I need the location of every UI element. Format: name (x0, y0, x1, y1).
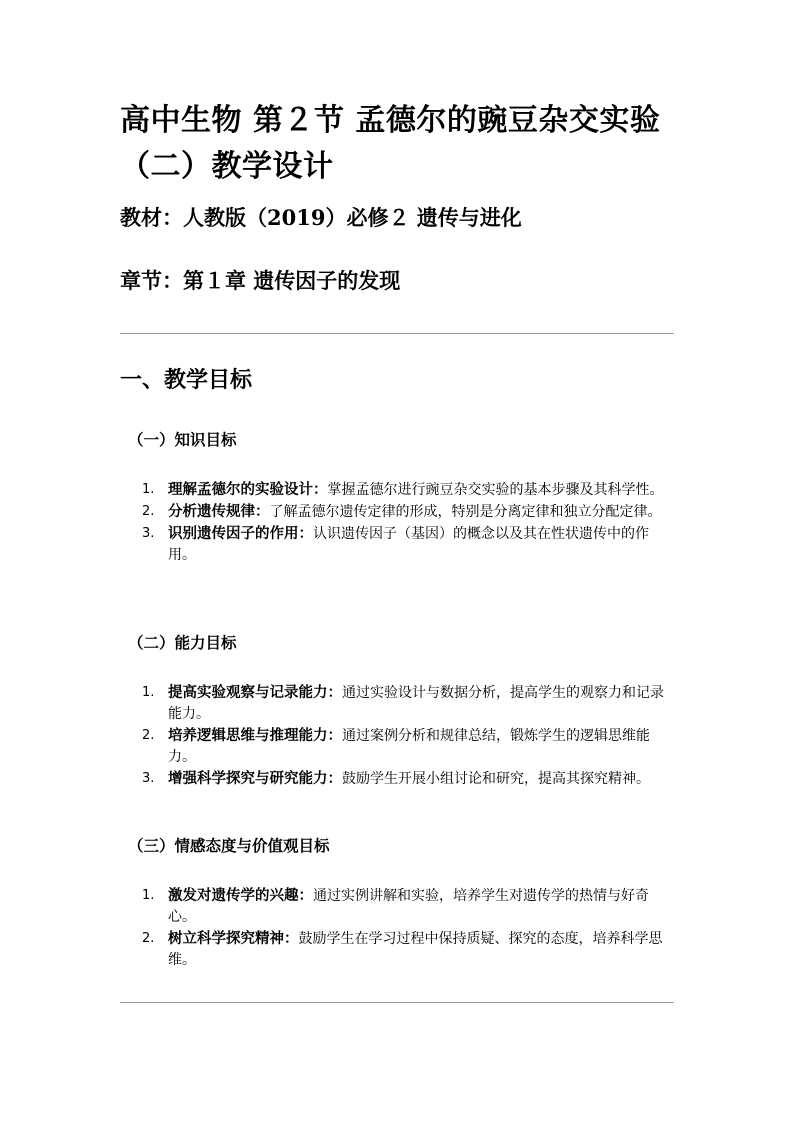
knowledge-goals-list (142, 479, 670, 566)
list-item (142, 479, 670, 501)
list-number: 2. (142, 728, 155, 743)
item-text: 鼓励学生在学习过程中保持质疑、探究的态度，培养科学思维。 (168, 931, 663, 968)
list-item (142, 501, 670, 523)
subheading-knowledge-goals: （一）知识目标 (128, 430, 237, 449)
list-number: 1. (142, 888, 155, 903)
section-heading-teaching-goals: 一、教学目标 (120, 367, 253, 393)
attitude-goals-list (142, 885, 670, 971)
list-number: 2. (142, 931, 155, 946)
textbook-info: 教材：人教版（2019）必修２ 遗传与进化 (120, 205, 522, 230)
item-label: 增强科学探究与研究能力： (168, 770, 342, 787)
list-item (142, 682, 670, 725)
list-number: 2. (142, 504, 155, 519)
item-label: 培养逻辑思维与推理能力： (168, 727, 342, 744)
item-label: 分析遗传规律： (168, 503, 270, 520)
list-number: 3. (142, 771, 155, 786)
item-text: 通过案例分析和规律总结，锻炼学生的逻辑思维能力。 (168, 728, 650, 765)
horizontal-divider (120, 333, 674, 334)
list-number: 1. (142, 685, 155, 700)
list-item (142, 928, 670, 971)
list-number: 3. (142, 526, 155, 541)
subheading-ability-goals: （二）能力目标 (128, 633, 237, 652)
list-item (142, 725, 670, 768)
ability-goals-list (142, 682, 670, 790)
item-text: 通过实例讲解和实验，培养学生对遗传学的热情与好奇心。 (168, 888, 649, 925)
horizontal-divider (120, 1002, 674, 1003)
item-text: 通过实验设计与数据分析，提高学生的观察力和记录能力。 (168, 685, 664, 722)
item-label: 提高实验观察与记录能力： (168, 684, 342, 701)
list-item (142, 885, 670, 928)
document-title: 高中生物 第２节 孟德尔的豌豆杂交实验（二）教学设计 (120, 103, 661, 184)
subheading-attitude-goals: （三）情感态度与价值观目标 (128, 836, 330, 855)
list-item (142, 523, 670, 566)
item-label: 激发对遗传学的兴趣： (168, 887, 313, 904)
list-number: 1. (142, 482, 155, 497)
item-text: 认识遗传因子（基因）的概念以及其在性状遗传中的作用。 (168, 526, 649, 563)
list-item (142, 768, 670, 790)
item-text: 鼓励学生开展小组讨论和研究，提高其探究精神。 (342, 771, 650, 787)
item-label: 识别遗传因子的作用： (168, 525, 313, 542)
chapter-info: 章节：第１章 遗传因子的发现 (120, 268, 401, 293)
item-label: 树立科学探究精神： (168, 930, 299, 947)
item-text: 了解孟德尔遗传定律的形成，特别是分离定律和独立分配定律。 (269, 504, 662, 520)
item-label: 理解孟德尔的实验设计： (168, 481, 328, 498)
item-text: 掌握孟德尔进行豌豆杂交实验的基本步骤及其科学性。 (327, 482, 664, 498)
